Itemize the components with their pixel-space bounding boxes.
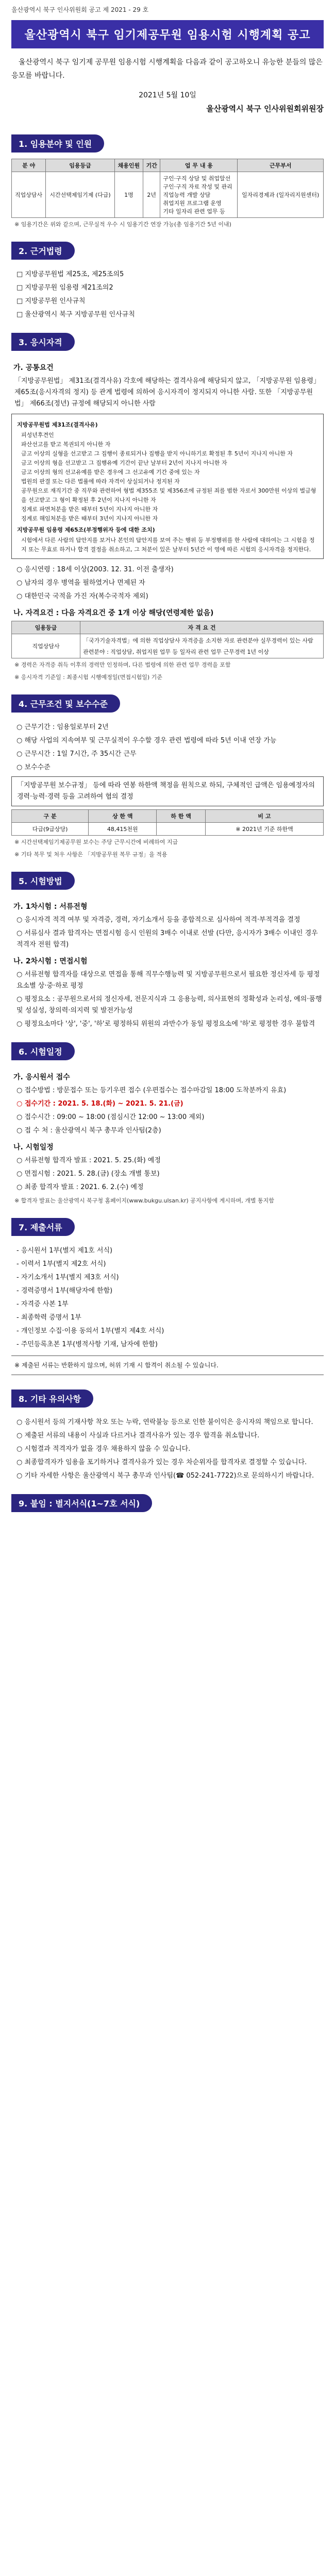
list-item: ○ 접수기간 : 2021. 5. 18.(화) ~ 2021. 5. 21.(금) xyxy=(16,1098,324,1110)
list-item: ○ 평정요소마다 '상', '중', '하'로 평정하되 위원의 과반수가 동일 평정요소에 '하'로 평정한 경우 불합격 xyxy=(16,1019,324,1030)
section-1-note: ※ 임용기간은 위와 같으며, 근무실적 우수 시 임용기간 연장 가능(총 임용기간 5년 이내) xyxy=(14,221,231,228)
cell-duties xyxy=(160,172,238,218)
cell-count: 1명 xyxy=(114,172,143,218)
pay-text: 「지방공무원 보수규정」 등에 따라 연봉 하한액 책정을 원칙으로 하되, 구체적인 급액은 임용예정자의 경력·능력·경력 등을 고려하여 협의 결정 xyxy=(11,776,324,806)
list-item: ○ 응시연령 : 18세 이상(2003. 12. 31. 이전 출생자) xyxy=(16,564,324,575)
box-item: 공무원으로 재직기간 중 직무와 관련하여 형법 제355조 및 제356조에 규정된 죄를 범한 자로서 300만원 이상의 벌금형을 선고받고 그 형이 확정된 후 2년이 지나지 아니한 자 xyxy=(21,487,316,503)
s4-note: ※ 기타 복무 및 처우 사항은 「지방공무원 복무 규정」을 적용 xyxy=(14,851,167,858)
s5-a-list xyxy=(16,914,324,951)
cell-type: 다급(9급상당) xyxy=(12,823,89,836)
section-1-heading: 1. 임용분야 및 인원 xyxy=(11,134,104,152)
box-item: 피성년후견인 xyxy=(21,432,54,438)
section-6-heading: 6. 시험일정 xyxy=(11,1042,75,1060)
box-item: 법원의 판결 또는 다른 법률에 따라 자격이 상실되거나 정지된 자 xyxy=(21,478,180,485)
list-item: ○ 보수수준 xyxy=(16,762,324,773)
th-count: 채용인원 xyxy=(114,159,143,172)
cell-remark: ※ 2021년 기준 하한액 xyxy=(205,823,323,836)
list-item: - 응시원서 1부(별지 제1호 서식) xyxy=(16,1245,324,1257)
s6-a-list xyxy=(16,1085,324,1137)
s4-note: ※ 시간선택제임기제공무원 보수는 주당 근무시간에 비례하여 지급 xyxy=(14,839,178,845)
list-item: ○ 대한민국 국적을 가진 자(복수국적자 제외) xyxy=(16,591,324,602)
duty-item: 구인·구직 상담 및 취업알선 xyxy=(163,175,231,182)
pay-table xyxy=(11,809,324,836)
box-item: 금고 이상의 형의 선고유예를 받은 경우에 그 선고유예 기간 중에 있는 자 xyxy=(21,469,200,476)
cell-field: 직업상담사 xyxy=(12,172,46,218)
cell-dept: 일자리경제과 (일자리지원센터) xyxy=(238,172,324,218)
notice-number: 울산광역시 북구 인사위원회 공고 제 2021 - 29 호 xyxy=(11,6,149,13)
table-row xyxy=(12,823,324,836)
table-row xyxy=(12,634,324,658)
list-item: ○ 남자의 경우 병역을 필하였거나 면제된 자 xyxy=(16,578,324,589)
list-item: ○ 최종합격자가 임용을 포기하거나 결격사유가 있는 경우 차순위자를 합격자로 결정할 수 있습니다. xyxy=(16,1457,324,1468)
issuer: 울산광역시 북구 인사위원회위원장 xyxy=(206,104,324,113)
notice-date: 2021년 5월 10일 xyxy=(139,91,196,99)
section-8-heading: 8. 기타 유의사항 xyxy=(11,1389,93,1408)
notes-list xyxy=(16,1417,324,1482)
list-item: ○ 기타 자세한 사항은 울산광역시 북구 총무과 인사팀(☎ 052-241-7722)으로 문의하시기 바랍니다. xyxy=(16,1470,324,1482)
list-item: ○ 접 수 처 : 울산광역시 북구 총무과 인사팀(2층) xyxy=(16,1125,324,1137)
cell-requirements xyxy=(80,634,324,658)
documents-list xyxy=(16,1245,324,1350)
list-item: ○ 접수방법 : 방문접수 또는 등기우편 접수 (우편접수는 접수마감일 18:00 도착분까지 유효) xyxy=(16,1085,324,1096)
list-item: ○ 해당 사업의 지속여부 및 근무실적이 우수할 경우 관련 법령에 따라 5년 이내 연장 가능 xyxy=(16,735,324,747)
box-item: 징계로 파면처분을 받은 때부터 5년이 지나지 아니한 자 xyxy=(21,506,158,513)
th-duties: 업 무 내 용 xyxy=(160,159,238,172)
list-item: - 최종학력 증명서 1부 xyxy=(16,1312,324,1324)
list-item: ○ 근무기간 : 임용일로부터 2년 xyxy=(16,722,324,733)
list-item: - 자기소개서 1부(별지 제3호 서식) xyxy=(16,1272,324,1283)
section-2-heading: 2. 근거법령 xyxy=(11,242,75,260)
duty-item: 직업능력 개발 상담 xyxy=(163,192,211,198)
list-item: □ 지방공무원 인사규칙 xyxy=(16,296,324,307)
list-item: - 주민등록초본 1부(병적사항 기재, 남자에 한함) xyxy=(16,1339,324,1350)
th-period: 기간 xyxy=(143,159,160,172)
th-grade: 임용등급 xyxy=(12,621,80,634)
th-min: 하 한 액 xyxy=(157,810,206,823)
section-4-heading: 4. 근무조건 및 보수수준 xyxy=(11,694,120,713)
s5-b-title: 나. 2차시험 : 면접시험 xyxy=(13,957,88,965)
list-item: - 자격증 사본 1부 xyxy=(16,1299,324,1310)
th-grade: 임용등급 xyxy=(46,159,115,172)
table-row xyxy=(12,172,324,218)
list-item: □ 지방공무원 임용령 제21조의2 xyxy=(16,282,324,294)
work-conditions xyxy=(16,722,324,773)
s6-b-list xyxy=(16,1155,324,1193)
s5-a-title: 가. 1차시험 : 서류전형 xyxy=(13,903,88,911)
section-5-heading: 5. 시험방법 xyxy=(11,872,75,890)
list-item: ○ 시험결과 적격자가 없을 경우 채용하지 않을 수 있습니다. xyxy=(16,1444,324,1455)
section-3-heading: 3. 응시자격 xyxy=(11,333,75,351)
list-item: ○ 서류심사 결과 합격자는 면접시험 응시 인원의 3배수 이내로 선발 (다만, 응시자가 3배수 이내인 경우 적격자 전원 합격) xyxy=(16,928,324,951)
s3-a-title: 가. 공통요건 xyxy=(13,364,54,372)
list-item: ○ 접수시간 : 09:00 ~ 18:00 (점심시간 12:00 ~ 13:00 제외) xyxy=(16,1112,324,1123)
cell-max: 48,415천원 xyxy=(89,823,157,836)
position-table xyxy=(11,159,324,218)
notice-title: 울산광역시 북구 임기제공무원 임용시험 시행계획 공고 xyxy=(11,20,324,48)
s7-note: ※ 제출된 서류는 반환하지 않으며, 허위 기재 시 합격이 취소될 수 있습니다. xyxy=(11,1355,324,1375)
list-item: - 경력증명서 1부(해당자에 한함) xyxy=(16,1285,324,1297)
cell-min xyxy=(157,823,206,836)
s6-a-title: 가. 응시원서 접수 xyxy=(13,1073,70,1081)
box2-title: 지방공무원 임용령 제65조(부정행위자 등에 대한 조치) xyxy=(17,527,155,533)
box-title: 지방공무원법 제31조(결격사유) xyxy=(17,421,98,428)
disqualification-box xyxy=(11,414,324,559)
list-item: ○ 근무시간 : 1일 7시간, 주 35시간 근무 xyxy=(16,749,324,760)
list-item: □ 지방공무원법 제25조, 제25조의5 xyxy=(16,269,324,280)
requirement-item: 관련분야 : 직업상담, 취업지원 업무 등 일자리 관련 업무 근무경력 1년 이상 xyxy=(83,649,269,655)
intro-text: 울산광역시 북구 임기제 공무원 임용시험 시행계획을 다음과 같이 공고하오니 유능한 분들의 많은 응모를 바랍니다. xyxy=(11,58,323,80)
th-max: 상 한 액 xyxy=(89,810,157,823)
list-item: ○ 면접시험 : 2021. 5. 28.(금) (장소 개별 통보) xyxy=(16,1168,324,1180)
box-item: 금고 이상의 형을 선고받고 그 집행유예 기간이 끝난 날부터 2년이 지나지 아니한 자 xyxy=(21,460,227,466)
s6-b-title: 나. 시험일정 xyxy=(13,1143,54,1151)
qualification-table xyxy=(11,621,324,658)
th-dept: 근무부서 xyxy=(238,159,324,172)
box-item: 징계로 해임처분을 받은 때부터 3년이 지나지 아니한 자 xyxy=(21,515,158,522)
list-item: ○ 응시자격 적격 여부 및 자격증, 경력, 자기소개서 등을 종합적으로 심사하여 적격·부적격을 결정 xyxy=(16,914,324,926)
cell-period: 2년 xyxy=(143,172,160,218)
requirement-item: 「국가기술자격법」에 의한 직업상담사 자격증을 소지한 자로 관련분야 실무경력이 있는 사람 xyxy=(83,637,313,644)
s3-a-text: 「지방공무원법」 제31조(결격사유) 각호에 해당하는 결격사유에 해당되지 않고, 「지방공무원 임용령」 제65조(응시자격의 정지) 등 관계 법령에 의하여 응시자격이 정지되지 아니한 사람. 또한 「지방공무원법」 제66조(정년) 규정에 해당되지 아니한 사람 xyxy=(14,377,321,408)
list-item: ○ 서류전형 합격자를 대상으로 면접을 통해 직무수행능력 및 지방공무원으로서 필요한 정신자세 등 평정요소별 상·중·하로 평정 xyxy=(16,969,324,992)
basic-requirements xyxy=(16,564,324,602)
duty-item: 구인·구직 자료 작성 및 관리 xyxy=(163,183,232,190)
duty-item: 기타 일자리 관련 업무 등 xyxy=(163,208,225,215)
th-field: 분 야 xyxy=(12,159,46,172)
cell-grade: 직업상담사 xyxy=(12,634,80,658)
th-remark: 비 고 xyxy=(205,810,323,823)
box-item: 금고 이상의 실형을 선고받고 그 집행이 종료되거나 집행을 받지 아니하기로 확정된 후 5년이 지나지 아니한 자 xyxy=(21,450,293,457)
s6-note: ※ 합격자 발표는 울산광역시 북구청 홈페이지(www.bukgu.ulsan.kr) 공지사항에 게시하며, 개별 통지함 xyxy=(14,1197,274,1204)
cell-grade: 시간선택제임기제 (다급) xyxy=(46,172,115,218)
th-type: 구 분 xyxy=(12,810,89,823)
list-item: ○ 최종 합격자 발표 : 2021. 6. 2.(수) 예정 xyxy=(16,1182,324,1193)
list-item: - 이력서 1부(별지 제2호 서식) xyxy=(16,1259,324,1270)
s3-note: ※ 경력은 자격증 취득 이후의 경력만 인정하며, 다른 법령에 의한 관련 업무 경력을 포함 xyxy=(14,662,231,668)
list-item: □ 울산광역시 북구 지방공무원 인사규칙 xyxy=(16,309,324,320)
duty-item: 취업지원 프로그램 운영 xyxy=(163,200,222,207)
list-item: ○ 서류전형 합격자 발표 : 2021. 5. 25.(화) 예정 xyxy=(16,1155,324,1166)
s5-b-list xyxy=(16,969,324,1030)
list-item: - 개인정보 수집·이용 동의서 1부(별지 제4호 서식) xyxy=(16,1326,324,1337)
box-item: 파산선고를 받고 복권되지 아니한 자 xyxy=(21,441,111,448)
th-requirements: 자 격 요 건 xyxy=(80,621,324,634)
box2-text: 시험에서 다른 사람의 답안지를 보거나 본인의 답안지를 보여 주는 행위 등 부정행위를 한 사람에 대하여는 그 시험을 정지 또는 무효로 하거나 합격 결정을 취소하고, 그 처분이 있은 날부터 5년간 이 영에 따른 시험의 응시자격을 정지한다. xyxy=(21,537,315,553)
s3-note: ※ 응시자격 기준일 : 최종시험 시행예정일(면접시험일) 기준 xyxy=(14,674,162,681)
section-7-heading: 7. 제출서류 xyxy=(11,1218,75,1236)
law-list xyxy=(16,269,324,320)
section-9-heading: 9. 붙임 : 별지서식(1~7호 서식) xyxy=(11,1494,152,1512)
list-item: ○ 평정요소 : 공무원으로서의 정신자세, 전문지식과 그 응용능력, 의사표현의 정확성과 논리성, 예의·품행 및 성실성, 창의력·의지력 및 발전가능성 xyxy=(16,994,324,1016)
list-item: ○ 제출된 서류의 내용이 사실과 다르거나 결격사유가 있는 경우 합격을 취소합니다. xyxy=(16,1430,324,1442)
list-item: ○ 응시원서 등의 기재사항 착오 또는 누락, 연락불능 등으로 인한 불이익은 응시자의 책임으로 합니다. xyxy=(16,1417,324,1428)
s3-c-text: 나. 자격요건 : 다음 자격요건 중 1개 이상 해당(연령제한 없음) xyxy=(13,609,214,617)
